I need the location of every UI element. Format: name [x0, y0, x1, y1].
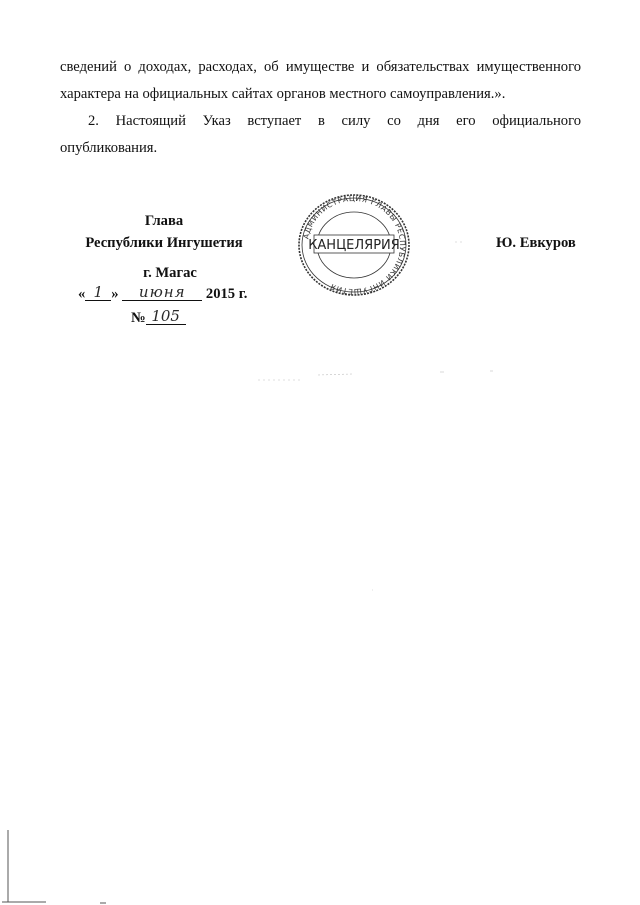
paragraph-1-line-1: сведений о доходах, расходах, об имуществе и обязательствах имущественного	[60, 59, 581, 75]
paragraph-1	[60, 54, 581, 108]
page-edge-marks	[2, 830, 106, 903]
stamp-ring-text: АДМИНИСТРАЦИЯ ГЛАВЫ РЕСПУБЛИКИ ИНГУШЕТИЯ	[301, 193, 408, 297]
paragraph-2-line-1: 2. Настоящий Указ вступает в силу со дня его официального	[88, 113, 581, 129]
office-stamp	[296, 193, 412, 297]
paragraph-2	[60, 108, 581, 162]
paragraph-1-line-2: характера на официальных сайтах органов местного самоуправления.».	[60, 86, 506, 102]
handwritten-month: июня	[122, 284, 202, 301]
handwritten-number: 105	[146, 308, 186, 325]
stamp-center-text: КАНЦЕЛЯРИЯ	[308, 238, 400, 253]
issue-city: г. Магас	[143, 265, 197, 281]
paragraph-2-line-2: опубликования.	[60, 140, 158, 156]
issue-date	[78, 285, 247, 303]
quote-close: »	[111, 286, 119, 302]
number-sign: №	[131, 310, 146, 326]
signer-title-line-1: Глава	[144, 213, 184, 229]
signer-title-line-2: Республики Ингушетия	[85, 235, 243, 251]
signer-name: Ю. Евкуров	[496, 235, 576, 251]
issue-year: 2015 г.	[205, 286, 248, 302]
handwritten-day: 1	[85, 284, 111, 301]
decree-number	[131, 309, 186, 327]
quote-open: «	[78, 286, 86, 302]
